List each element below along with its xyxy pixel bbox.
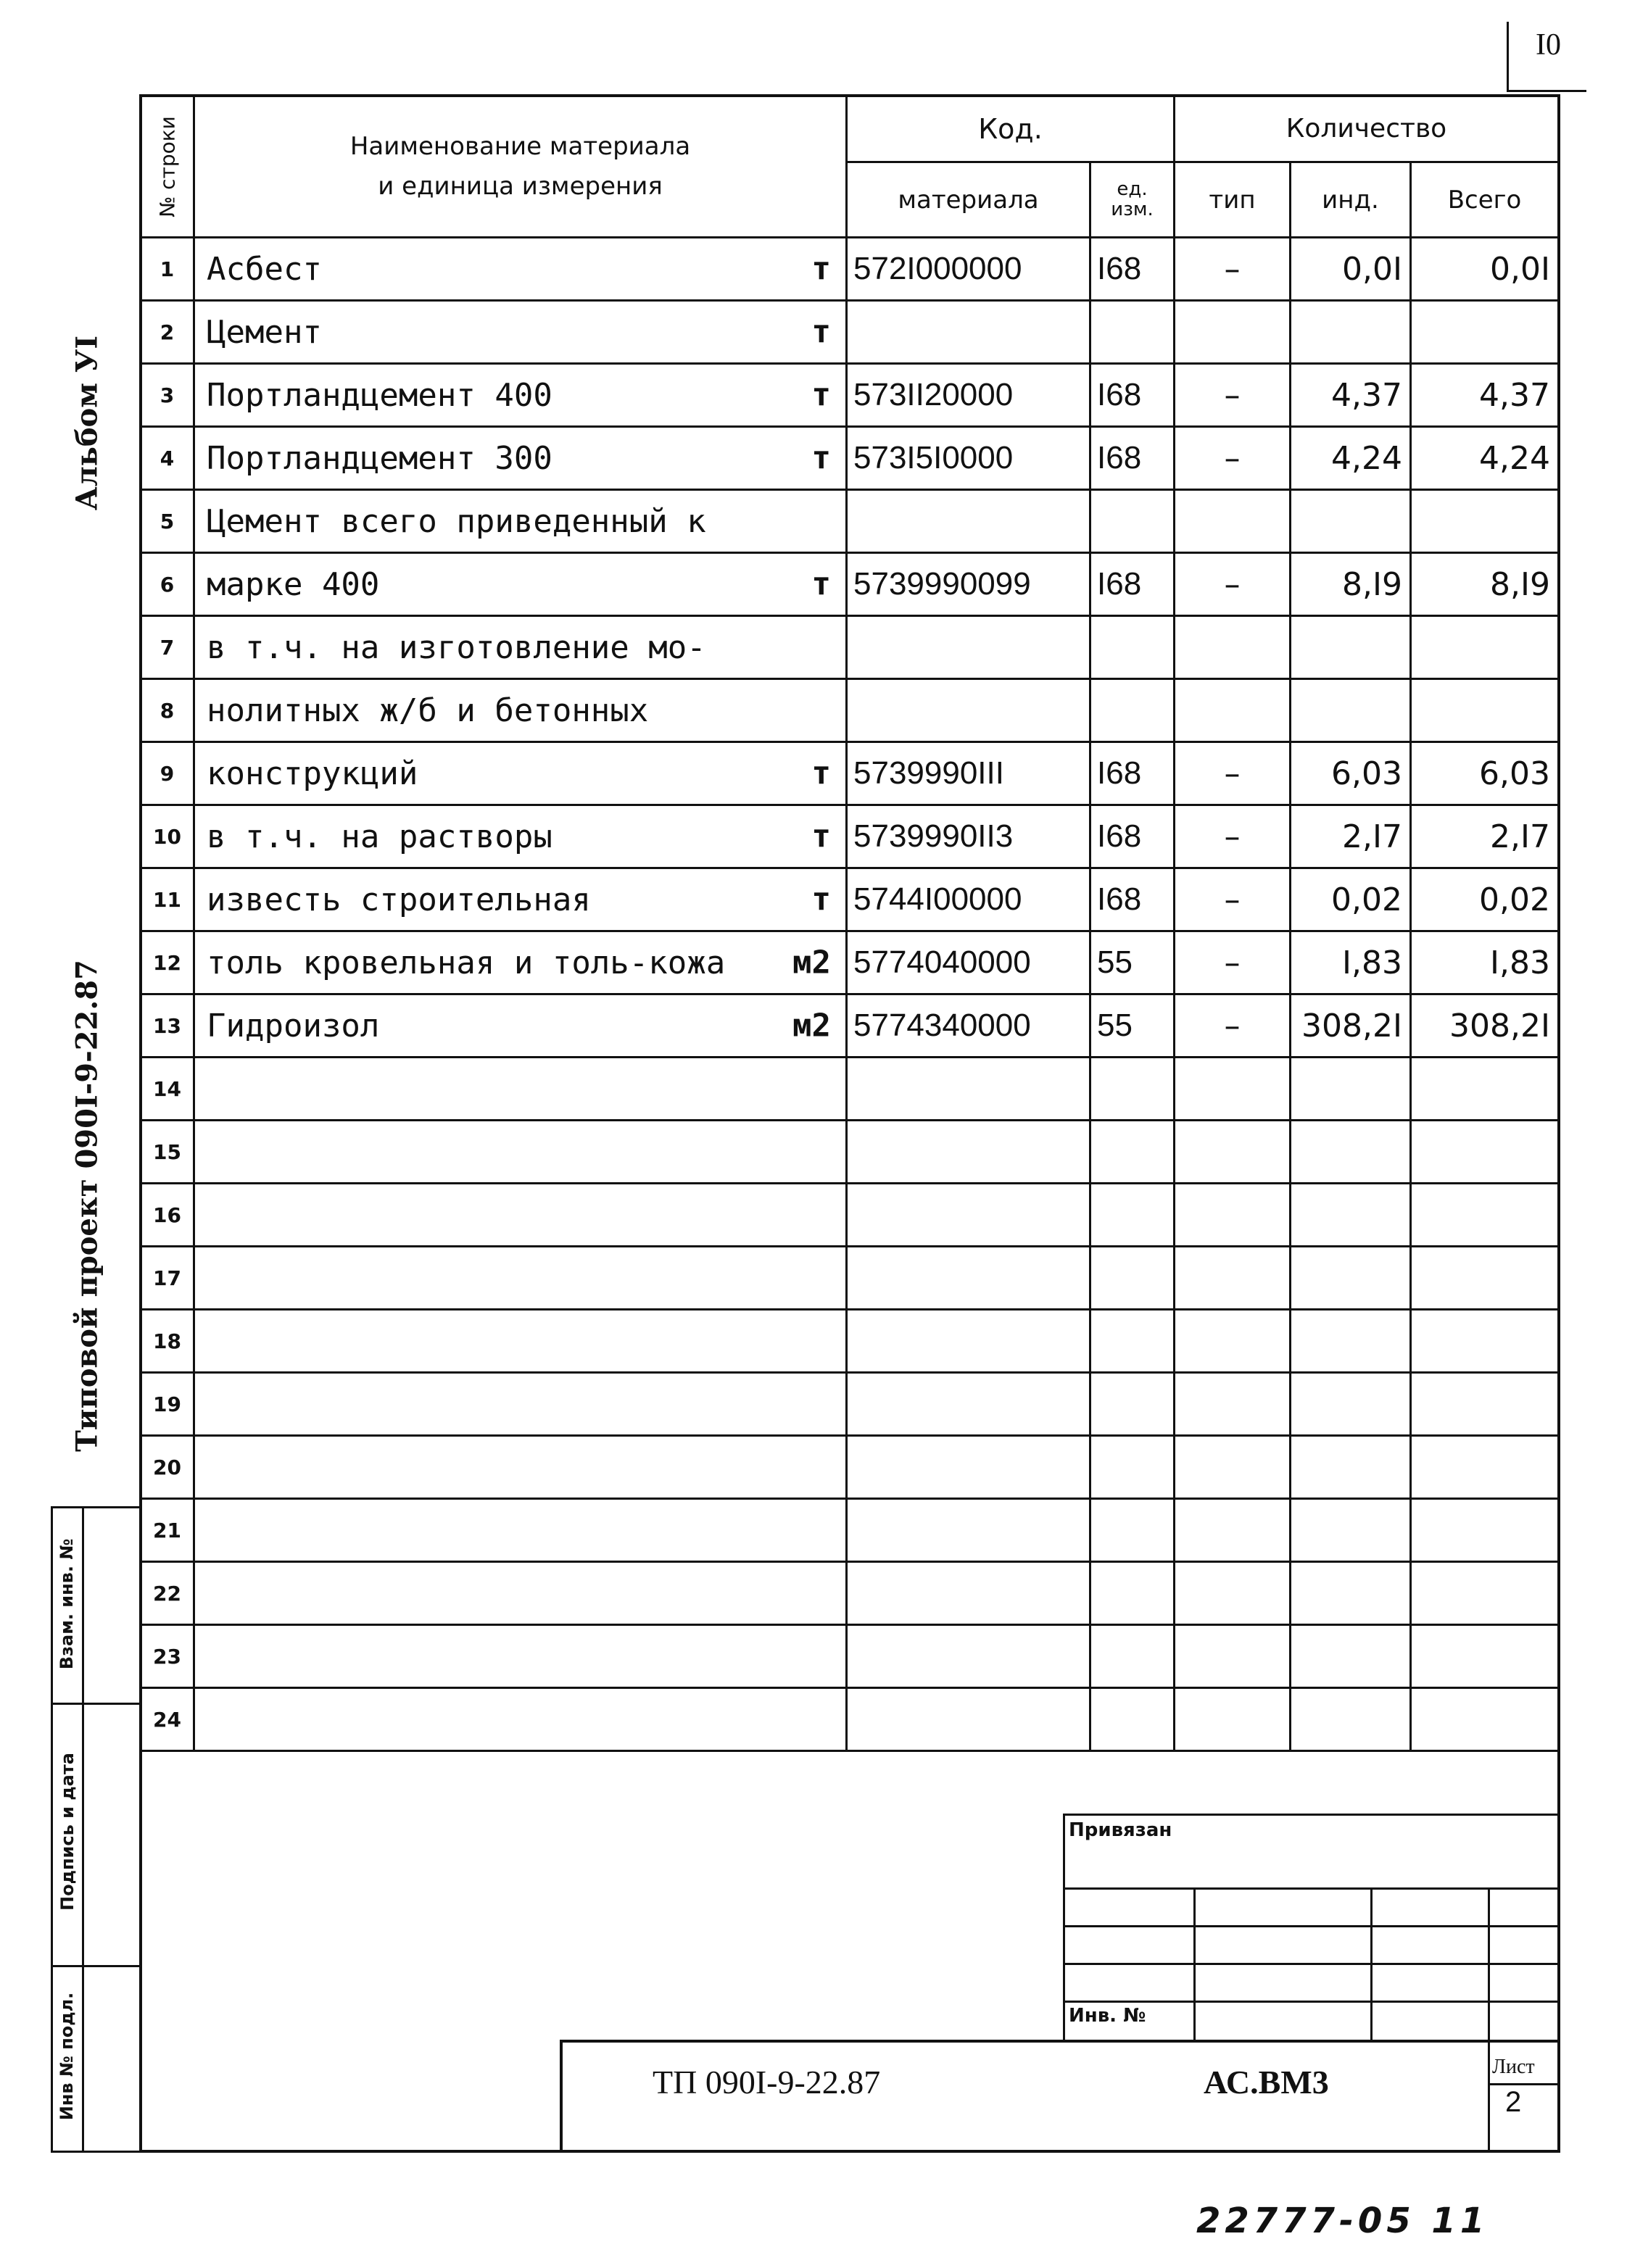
material-code-cell: 572I000000 xyxy=(847,238,1090,301)
title-block-line xyxy=(1063,1887,1560,1890)
material-code-cell xyxy=(847,1121,1090,1184)
left-stamp-divider xyxy=(53,1965,140,1967)
qty-type-cell xyxy=(1175,1058,1291,1121)
qty-type-cell: – xyxy=(1175,238,1291,301)
material-name-text: конструкций xyxy=(207,755,418,792)
material-code-cell: 5739990099 xyxy=(847,553,1090,616)
material-name-cell xyxy=(194,1373,847,1436)
unit-code-cell: 55 xyxy=(1090,931,1175,994)
material-name-text: в т.ч. на растворы xyxy=(207,818,552,855)
material-name-cell xyxy=(194,553,847,616)
row-number-cell: 6 xyxy=(141,553,194,616)
table-row xyxy=(141,616,1559,679)
material-name-text: Асбест xyxy=(207,250,322,288)
row-number-cell: 5 xyxy=(141,490,194,553)
row-number-cell: 16 xyxy=(141,1184,194,1247)
qty-ind-cell xyxy=(1291,490,1411,553)
unit-code-cell xyxy=(1090,1310,1175,1373)
unit-code-cell: 55 xyxy=(1090,994,1175,1058)
header-unit-line2: изм. xyxy=(1111,198,1154,220)
qty-ind-cell xyxy=(1291,301,1411,364)
qty-type-cell: – xyxy=(1175,742,1291,805)
material-name-cell xyxy=(194,1436,847,1499)
sheet-box-left xyxy=(1488,2040,1490,2153)
material-code-cell xyxy=(847,1184,1090,1247)
qty-total-cell: 6,03 xyxy=(1411,742,1559,805)
material-code-cell: 5774040000 xyxy=(847,931,1090,994)
unit-code-cell: I68 xyxy=(1090,238,1175,301)
qty-type-cell xyxy=(1175,1310,1291,1373)
row-number-cell: 14 xyxy=(141,1058,194,1121)
material-name-text: Гидроизол xyxy=(207,1007,380,1044)
materials-table xyxy=(139,94,1560,1752)
material-unit: т xyxy=(811,565,831,603)
row-number-cell: 7 xyxy=(141,616,194,679)
material-name-cell xyxy=(194,364,847,427)
archive-number: 22777-05 11 xyxy=(1196,2201,1489,2241)
qty-type-cell: – xyxy=(1175,805,1291,868)
unit-code-cell xyxy=(1090,1562,1175,1625)
table-row xyxy=(141,1499,1559,1562)
material-code-cell xyxy=(847,1688,1090,1751)
header-unit-line1: ед. xyxy=(1117,178,1148,201)
material-unit: т xyxy=(811,313,831,351)
qty-ind-cell: 0,0I xyxy=(1291,238,1411,301)
row-number-cell: 13 xyxy=(141,994,194,1058)
material-code-cell xyxy=(847,1373,1090,1436)
materials-table-body xyxy=(141,238,1559,1751)
qty-type-cell xyxy=(1175,1184,1291,1247)
qty-total-cell: 8,I9 xyxy=(1411,553,1559,616)
material-name-text: нолитных ж/б и бетонных xyxy=(207,691,649,729)
material-name-cell xyxy=(194,1247,847,1310)
title-block-line xyxy=(1063,2001,1560,2003)
qty-total-cell xyxy=(1411,1436,1559,1499)
qty-total-cell: 4,24 xyxy=(1411,427,1559,490)
qty-type-cell xyxy=(1175,679,1291,742)
left-stamp-block xyxy=(51,1506,142,2153)
title-block-line xyxy=(1063,1963,1560,1965)
qty-ind-cell xyxy=(1291,1058,1411,1121)
table-row xyxy=(141,868,1559,931)
table-row xyxy=(141,679,1559,742)
material-name-text: Портландцемент 400 xyxy=(207,376,552,414)
qty-total-cell xyxy=(1411,679,1559,742)
unit-code-cell xyxy=(1090,1184,1175,1247)
qty-total-cell xyxy=(1411,1247,1559,1310)
row-number-cell: 3 xyxy=(141,364,194,427)
table-row xyxy=(141,364,1559,427)
table-row xyxy=(141,994,1559,1058)
header-row-number: № строки xyxy=(141,96,194,238)
header-quantity-group: Количество xyxy=(1175,96,1559,162)
material-name-text: в т.ч. на изготовление мо- xyxy=(207,628,706,666)
qty-total-cell xyxy=(1411,616,1559,679)
left-stamp-label-replace: Взам. инв. № xyxy=(57,1538,77,1670)
row-number-cell: 18 xyxy=(141,1310,194,1373)
unit-code-cell xyxy=(1090,1121,1175,1184)
qty-total-cell xyxy=(1411,1184,1559,1247)
material-name-cell xyxy=(194,238,847,301)
unit-code-cell: I68 xyxy=(1090,427,1175,490)
qty-ind-cell xyxy=(1291,679,1411,742)
document-mark: АС.ВМ3 xyxy=(1204,2064,1329,2101)
qty-ind-cell xyxy=(1291,1499,1411,1562)
qty-type-cell: – xyxy=(1175,427,1291,490)
qty-total-cell xyxy=(1411,301,1559,364)
unit-code-cell xyxy=(1090,1499,1175,1562)
unit-code-cell xyxy=(1090,616,1175,679)
table-row xyxy=(141,301,1559,364)
material-unit: т xyxy=(811,250,831,288)
qty-total-cell xyxy=(1411,1310,1559,1373)
material-code-cell: 5744I00000 xyxy=(847,868,1090,931)
unit-code-cell xyxy=(1090,1436,1175,1499)
page-number-divider xyxy=(1507,22,1509,91)
sheet-label: Лист xyxy=(1492,2056,1535,2078)
row-number-cell: 24 xyxy=(141,1688,194,1751)
material-code-cell: 573II20000 xyxy=(847,364,1090,427)
table-row xyxy=(141,238,1559,301)
material-name-cell xyxy=(194,1310,847,1373)
material-code-cell: 5774340000 xyxy=(847,994,1090,1058)
row-number-cell: 11 xyxy=(141,868,194,931)
qty-ind-cell: I,83 xyxy=(1291,931,1411,994)
material-unit: м2 xyxy=(792,944,831,981)
qty-ind-cell: 8,I9 xyxy=(1291,553,1411,616)
material-name-cell xyxy=(194,490,847,553)
row-number-cell: 12 xyxy=(141,931,194,994)
table-row xyxy=(141,427,1559,490)
row-number-cell: 1 xyxy=(141,238,194,301)
qty-type-cell xyxy=(1175,1688,1291,1751)
material-unit: т xyxy=(811,881,831,918)
material-code-cell xyxy=(847,1310,1090,1373)
header-name-line2: и единица измерения xyxy=(378,171,663,201)
title-strip-top xyxy=(560,2040,1560,2043)
qty-ind-cell xyxy=(1291,1688,1411,1751)
qty-total-cell xyxy=(1411,1688,1559,1751)
qty-ind-cell: 308,2I xyxy=(1291,994,1411,1058)
header-qty-total: Всего xyxy=(1411,162,1559,238)
qty-type-cell: – xyxy=(1175,364,1291,427)
qty-total-cell: 2,I7 xyxy=(1411,805,1559,868)
material-name-cell xyxy=(194,994,847,1058)
table-row xyxy=(141,1058,1559,1121)
table-row xyxy=(141,1247,1559,1310)
table-row xyxy=(141,1121,1559,1184)
qty-type-cell xyxy=(1175,301,1291,364)
qty-total-cell xyxy=(1411,490,1559,553)
unit-code-cell: I68 xyxy=(1090,742,1175,805)
table-row xyxy=(141,1184,1559,1247)
sheet-number: 2 xyxy=(1505,2086,1522,2118)
row-number-cell: 17 xyxy=(141,1247,194,1310)
material-code-cell xyxy=(847,616,1090,679)
title-block-line xyxy=(1370,1887,1373,2040)
qty-total-cell xyxy=(1411,1499,1559,1562)
material-name-text: известь строительная xyxy=(207,881,591,918)
left-stamp-divider xyxy=(53,1703,140,1705)
qty-type-cell xyxy=(1175,1562,1291,1625)
qty-type-cell xyxy=(1175,490,1291,553)
material-unit: т xyxy=(811,818,831,855)
unit-code-cell: I68 xyxy=(1090,805,1175,868)
row-number-cell: 20 xyxy=(141,1436,194,1499)
qty-ind-cell: 4,37 xyxy=(1291,364,1411,427)
row-number-cell: 9 xyxy=(141,742,194,805)
material-code-cell xyxy=(847,301,1090,364)
row-number-cell: 10 xyxy=(141,805,194,868)
material-code-cell: 5739990II3 xyxy=(847,805,1090,868)
material-name-cell xyxy=(194,742,847,805)
qty-type-cell xyxy=(1175,1499,1291,1562)
material-name-cell xyxy=(194,301,847,364)
material-code-cell xyxy=(847,1058,1090,1121)
qty-total-cell xyxy=(1411,1058,1559,1121)
unit-code-cell xyxy=(1090,679,1175,742)
qty-ind-cell: 2,I7 xyxy=(1291,805,1411,868)
qty-ind-cell xyxy=(1291,1310,1411,1373)
table-row xyxy=(141,1625,1559,1688)
table-row xyxy=(141,1310,1559,1373)
qty-ind-cell xyxy=(1291,1562,1411,1625)
table-row xyxy=(141,1688,1559,1751)
material-name-cell xyxy=(194,1121,847,1184)
table-row xyxy=(141,742,1559,805)
unit-code-cell xyxy=(1090,1373,1175,1436)
left-stamp-label-signature: Подпись и дата xyxy=(57,1753,78,1911)
material-name-cell xyxy=(194,931,847,994)
qty-ind-cell xyxy=(1291,1184,1411,1247)
qty-type-cell xyxy=(1175,1625,1291,1688)
qty-type-cell xyxy=(1175,616,1291,679)
title-strip-left xyxy=(560,2040,563,2153)
qty-total-cell: 308,2I xyxy=(1411,994,1559,1058)
table-row xyxy=(141,490,1559,553)
material-name-text: Портландцемент 300 xyxy=(207,439,552,477)
material-name-cell xyxy=(194,1058,847,1121)
qty-type-cell xyxy=(1175,1247,1291,1310)
material-name-text: марке 400 xyxy=(207,565,380,603)
table-row xyxy=(141,553,1559,616)
material-name-cell xyxy=(194,1562,847,1625)
qty-ind-cell xyxy=(1291,616,1411,679)
project-label: Типовой проект 090I-9-22.87 xyxy=(70,960,104,1452)
material-name-cell xyxy=(194,679,847,742)
unit-code-cell xyxy=(1090,301,1175,364)
material-name-cell xyxy=(194,1184,847,1247)
unit-code-cell: I68 xyxy=(1090,868,1175,931)
unit-code-cell: I68 xyxy=(1090,553,1175,616)
row-number-cell: 23 xyxy=(141,1625,194,1688)
header-qty-type: тип xyxy=(1175,162,1291,238)
title-block-line xyxy=(1063,1814,1560,1816)
header-code-group: Код. xyxy=(847,96,1175,162)
qty-type-cell: – xyxy=(1175,931,1291,994)
material-name-cell xyxy=(194,1688,847,1751)
qty-ind-cell xyxy=(1291,1373,1411,1436)
material-name-cell xyxy=(194,427,847,490)
title-block-line xyxy=(1063,1925,1560,1927)
qty-type-cell xyxy=(1175,1373,1291,1436)
table-row xyxy=(141,1373,1559,1436)
material-code-cell xyxy=(847,1625,1090,1688)
material-unit: т xyxy=(811,439,831,477)
material-code-cell xyxy=(847,679,1090,742)
row-number-cell: 2 xyxy=(141,301,194,364)
material-name-cell xyxy=(194,1625,847,1688)
inventory-label: Инв. № xyxy=(1069,2005,1146,2027)
row-number-cell: 4 xyxy=(141,427,194,490)
material-code-cell xyxy=(847,1247,1090,1310)
page-number-underline xyxy=(1507,90,1586,92)
qty-total-cell: I,83 xyxy=(1411,931,1559,994)
material-unit: т xyxy=(811,376,831,414)
page-number: I0 xyxy=(1536,28,1561,62)
header-code-unit xyxy=(1090,162,1175,238)
table-row xyxy=(141,1436,1559,1499)
material-name-text: Цемент xyxy=(207,313,322,351)
material-unit: м2 xyxy=(792,1007,831,1044)
album-label: Альбом УI xyxy=(70,335,104,511)
title-block xyxy=(1063,1814,1560,2153)
qty-ind-cell xyxy=(1291,1121,1411,1184)
material-name-text: толь кровельная и толь-кожа xyxy=(207,944,726,981)
header-code-material: материала xyxy=(847,162,1090,238)
row-number-cell: 22 xyxy=(141,1562,194,1625)
material-code-cell: 573I5I0000 xyxy=(847,427,1090,490)
material-code-cell xyxy=(847,1562,1090,1625)
qty-total-cell: 0,02 xyxy=(1411,868,1559,931)
material-name-text: Цемент всего приведенный к xyxy=(207,502,706,540)
material-code-cell: 5739990III xyxy=(847,742,1090,805)
material-unit: т xyxy=(811,755,831,792)
document-code: ТП 090I-9-22.87 xyxy=(653,2064,881,2101)
qty-ind-cell xyxy=(1291,1625,1411,1688)
qty-type-cell xyxy=(1175,1436,1291,1499)
material-code-cell xyxy=(847,490,1090,553)
material-name-cell xyxy=(194,805,847,868)
qty-total-cell: 4,37 xyxy=(1411,364,1559,427)
row-number-cell: 15 xyxy=(141,1121,194,1184)
qty-ind-cell: 0,02 xyxy=(1291,868,1411,931)
qty-ind-cell xyxy=(1291,1247,1411,1310)
qty-type-cell: – xyxy=(1175,868,1291,931)
qty-type-cell: – xyxy=(1175,553,1291,616)
qty-ind-cell: 6,03 xyxy=(1291,742,1411,805)
unit-code-cell: I68 xyxy=(1090,364,1175,427)
sheet-box-divider xyxy=(1488,2083,1560,2085)
material-name-cell xyxy=(194,1499,847,1562)
material-code-cell xyxy=(847,1436,1090,1499)
unit-code-cell xyxy=(1090,1058,1175,1121)
unit-code-cell xyxy=(1090,1247,1175,1310)
material-name-cell xyxy=(194,616,847,679)
qty-ind-cell xyxy=(1291,1436,1411,1499)
qty-total-cell xyxy=(1411,1562,1559,1625)
material-name-cell xyxy=(194,868,847,931)
unit-code-cell xyxy=(1090,490,1175,553)
header-material-name xyxy=(194,96,847,238)
title-block-line xyxy=(1063,1814,1065,2040)
table-row xyxy=(141,931,1559,994)
qty-total-cell xyxy=(1411,1373,1559,1436)
bound-label: Привязан xyxy=(1069,1819,1172,1841)
qty-total-cell xyxy=(1411,1121,1559,1184)
qty-total-cell xyxy=(1411,1625,1559,1688)
header-qty-ind: инд. xyxy=(1291,162,1411,238)
header-name-line1: Наименование материала xyxy=(349,132,691,162)
title-block-line xyxy=(1193,1887,1196,2040)
left-stamp-label-inventory: Инв № подл. xyxy=(57,1992,77,2121)
qty-total-cell: 0,0I xyxy=(1411,238,1559,301)
row-number-cell: 8 xyxy=(141,679,194,742)
unit-code-cell xyxy=(1090,1688,1175,1751)
qty-type-cell xyxy=(1175,1121,1291,1184)
material-code-cell xyxy=(847,1499,1090,1562)
table-row xyxy=(141,1562,1559,1625)
row-number-cell: 19 xyxy=(141,1373,194,1436)
row-number-cell: 21 xyxy=(141,1499,194,1562)
unit-code-cell xyxy=(1090,1625,1175,1688)
table-row xyxy=(141,805,1559,868)
qty-type-cell: – xyxy=(1175,994,1291,1058)
qty-ind-cell: 4,24 xyxy=(1291,427,1411,490)
